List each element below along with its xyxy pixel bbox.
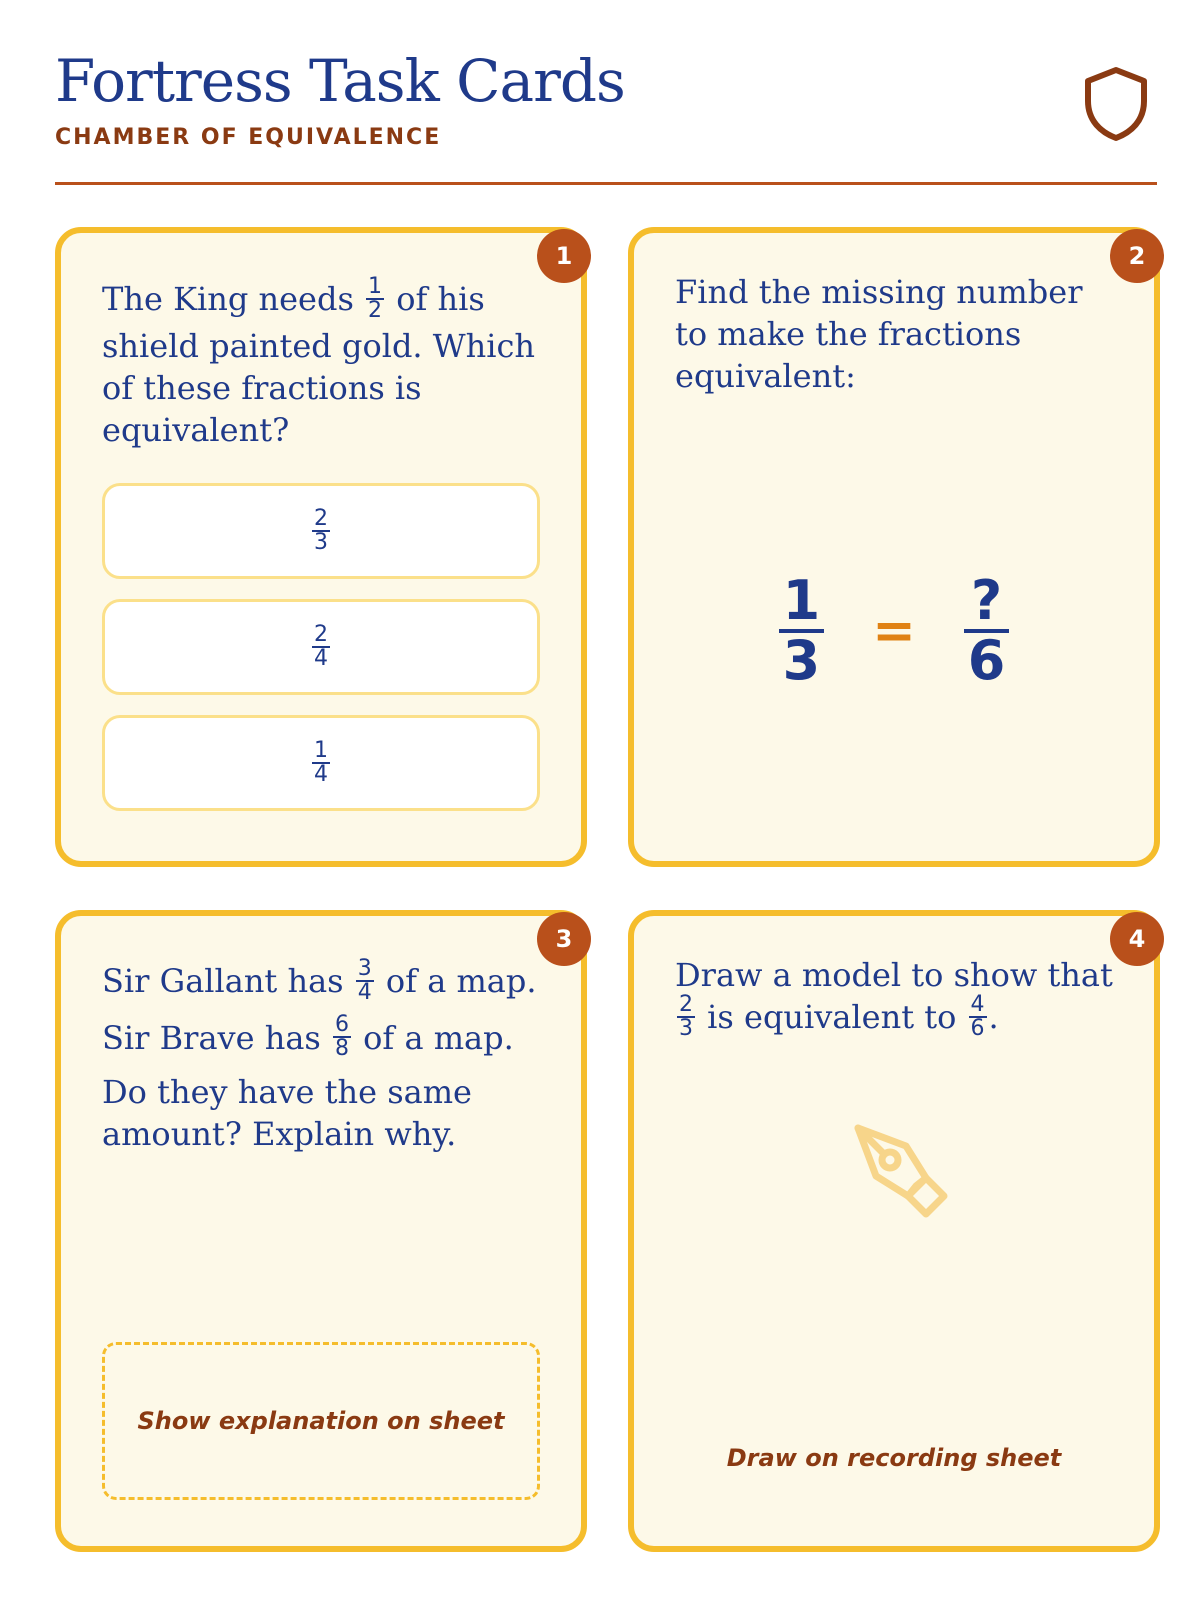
prompt-line <box>675 991 1125 1043</box>
prompt-text: of his shield painted gold. Which of these fractions is equivalent? <box>102 280 536 449</box>
card-number-badge: 4 <box>1110 912 1164 966</box>
missing-numerator: ? <box>970 569 1003 632</box>
numerator: 4 <box>970 991 985 1017</box>
denominator: 4 <box>314 646 328 671</box>
card-number-badge: 1 <box>537 229 591 283</box>
task-card-1 <box>55 227 587 867</box>
card-prompt: Find the missing number to make the fractions equivalent: <box>675 273 1083 395</box>
denominator: 3 <box>779 629 825 689</box>
fraction-six-eighths <box>333 1014 351 1060</box>
denominator: 6 <box>970 1015 985 1041</box>
prompt-line: Do they have the same amount? Explain why. <box>102 1073 472 1153</box>
fraction-two-thirds <box>677 991 695 1041</box>
numerator: 1 <box>782 569 821 632</box>
numerator: 3 <box>357 955 372 981</box>
fraction-three-quarters <box>356 955 374 1005</box>
prompt-text: of a map. <box>363 1018 514 1057</box>
answer-option-2[interactable] <box>102 599 540 695</box>
pen-nib-icon <box>846 1116 956 1226</box>
fraction-four-sixths <box>969 991 987 1041</box>
option-fraction <box>312 624 330 670</box>
prompt-text: Sir Gallant has <box>102 962 344 1000</box>
numerator: 2 <box>314 506 328 531</box>
header-divider <box>55 182 1157 185</box>
fraction-one-half <box>366 273 384 323</box>
answer-option-1[interactable] <box>102 483 540 579</box>
denominator: 3 <box>679 1015 693 1041</box>
prompt-text: The King needs <box>102 280 354 318</box>
option-fraction <box>312 508 330 554</box>
prompt-line: Draw a model to show that <box>675 956 1113 994</box>
numerator: 1 <box>368 273 383 299</box>
numerator: 6 <box>334 1012 349 1037</box>
card-prompt <box>675 954 1125 1043</box>
denominator: 2 <box>368 297 383 323</box>
numerator: 1 <box>314 738 328 763</box>
task-card-4 <box>628 910 1160 1552</box>
answer-option-3[interactable] <box>102 715 540 811</box>
prompt-text: of a map. <box>385 962 537 1000</box>
explanation-box[interactable] <box>102 1342 540 1500</box>
prompt-text: is equivalent to <box>707 998 957 1036</box>
right-fraction <box>964 569 1010 692</box>
equals-sign: = <box>872 601 916 661</box>
shield-icon <box>1083 66 1149 142</box>
page-subtitle: CHAMBER OF EQUIVALENCE <box>55 125 442 150</box>
denominator: 4 <box>314 762 328 787</box>
card-prompt <box>102 273 542 451</box>
card-prompt <box>102 955 542 1155</box>
page-title: Fortress Task Cards <box>55 47 625 115</box>
fraction-equation <box>634 569 1154 692</box>
card-number-badge: 2 <box>1110 229 1164 283</box>
left-fraction <box>779 569 825 692</box>
denominator: 4 <box>357 979 372 1005</box>
prompt-text: Sir Brave has <box>102 1018 321 1057</box>
prompt-line <box>102 1012 542 1064</box>
option-fraction <box>312 740 330 786</box>
denominator: 3 <box>314 530 328 555</box>
recording-note: Draw on recording sheet <box>726 1444 1062 1472</box>
card-number-badge: 3 <box>537 912 591 966</box>
prompt-text: . <box>988 998 999 1036</box>
task-card-3 <box>55 910 587 1552</box>
denominator: 8 <box>334 1036 349 1061</box>
numerator: 2 <box>679 991 693 1017</box>
denominator: 6 <box>964 629 1010 689</box>
explanation-box-label: Show explanation on sheet <box>137 1407 505 1435</box>
numerator: 2 <box>314 622 328 647</box>
prompt-line <box>102 955 542 1007</box>
task-card-2 <box>628 227 1160 867</box>
